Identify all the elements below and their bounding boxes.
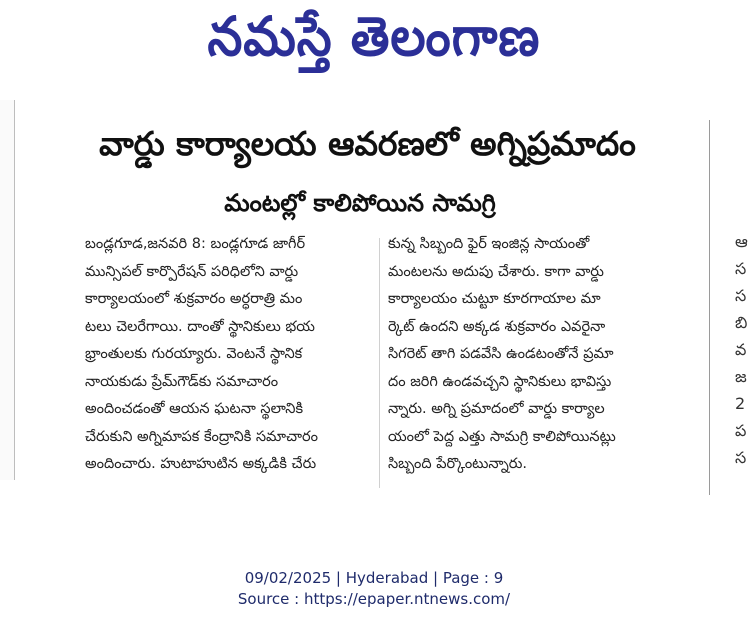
adjacent-article-edge-left: [0, 100, 15, 480]
fragment-character: బి: [735, 313, 748, 332]
fragment-character: వ: [735, 340, 747, 359]
article-text-line: సిగరెట్ తాగి పడవేసి ఉండటంతోనే ప్రమా: [388, 346, 614, 362]
article-text-line: ర్కెట్ ఉందని అక్కడ శుక్రవారం ఎవరైనా: [388, 318, 606, 335]
fragment-character: స: [735, 286, 747, 305]
column-rule-right: [709, 120, 710, 495]
article-text-line: న్నారు. అగ్ని ప్రమాదంలో వార్డు కార్యాల: [388, 401, 605, 417]
article-text-line: మున్సిపల్ కార్పొరేషన్ పరిధిలోని వార్డు: [85, 263, 299, 280]
article-text-line: సిబ్బంది పేర్కొంటున్నారు.: [388, 456, 527, 472]
article-text-line: కార్యాలయం చుట్టూ కూరగాయాల మా: [388, 291, 601, 307]
adjacent-article-fragments: [735, 228, 748, 471]
article-headline: వార్డు కార్యాలయ ఆవరణలో అగ్నిప్రమాదం: [99, 124, 636, 163]
page-footer: [0, 568, 748, 610]
fragment-character: ప: [735, 421, 747, 440]
fragment-character: స: [735, 259, 747, 278]
footer-date-location: 09/02/2025 | Hyderabad | Page : 9: [244, 569, 504, 587]
article-column-left: [85, 231, 379, 479]
article-text-line: కున్న సిబ్బంది ఫైర్ ఇంజిన్ల సాయంతో: [388, 236, 590, 252]
article-text-line: టలు చెలరేగాయి. దాంతో స్థానికులు భయ: [85, 318, 315, 335]
footer-source: Source : https://epaper.ntnews.com/: [237, 590, 511, 608]
article-text-line: యంలో పెద్ద ఎత్తు సామగ్రి కాలిపోయినట్లు: [388, 428, 616, 445]
article-text-line: అందించడంతో ఆయన ఘటనా స్థలానికి: [85, 401, 304, 417]
fragment-character: జ: [735, 367, 747, 386]
article-column-right: [388, 231, 688, 479]
fragment-character: 2: [735, 394, 746, 413]
article-subheadline: మంటల్లో కాలిపోయిన సామగ్రి: [224, 189, 496, 217]
article-text-line: చేరుకుని అగ్నిమాపక కేంద్రానికి సమాచారం: [85, 428, 318, 445]
fragment-character: ఆ: [735, 232, 748, 251]
column-divider: [379, 238, 380, 488]
article-text-line: బండ్లగూడ,జనవరి 8: బండ్లగూడ జాగీర్: [85, 236, 306, 252]
article-text-line: భ్రాంతులకు గురయ్యారు. వెంటనే స్థానిక: [85, 346, 303, 362]
masthead: [0, 0, 748, 72]
article-text-line: అందించారు. హుటాహుటిన అక్కడికి చేరు: [85, 456, 317, 472]
article-text-line: నాయకుడు ప్రేమ్‌గౌడ్‌కు సమాచారం: [85, 373, 279, 390]
article-text-line: దం జరిగి ఉండవచ్చని స్థానికులు భావిస్తు: [388, 373, 612, 390]
newspaper-logo: నమస్తే తెలంగాణ: [207, 4, 541, 68]
article-text-line: కార్యాలయంలో శుక్రవారం అర్ధరాత్రి మం: [85, 291, 303, 307]
article-text-line: మంటలను అదుపు చేశారు. కాగా వార్డు: [388, 263, 604, 280]
fragment-character: స: [735, 448, 747, 467]
